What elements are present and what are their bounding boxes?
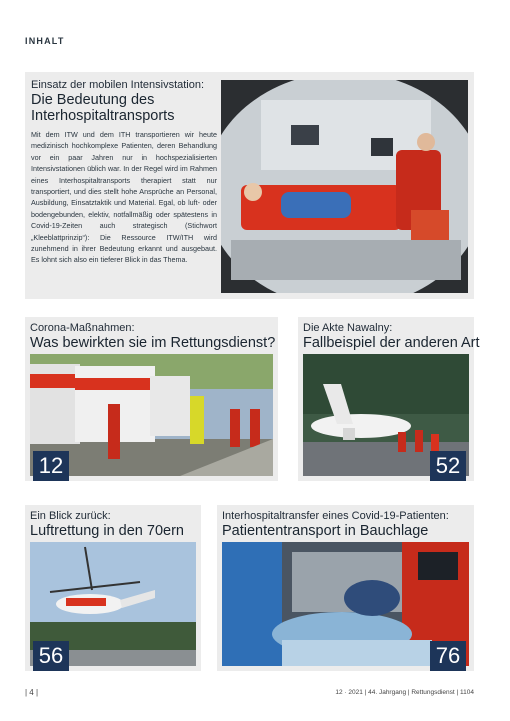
feature-kicker: Einsatz der mobilen Intensivstation: (31, 79, 205, 91)
section-label: INHALT (25, 36, 65, 46)
teaser-bauchlage[interactable] (217, 505, 474, 671)
feature-photo (221, 80, 468, 293)
feature-title-line1: Die Bedeutung des (31, 92, 155, 108)
teaser-corona[interactable] (25, 317, 278, 481)
teaser-luftrettung[interactable] (25, 505, 201, 671)
page-number-badge: 76 (430, 641, 466, 671)
feature-lead: Mit dem ITW und dem ITH transportieren wir heute medizinisch hochkomplexe Patienten, deren Behandlung vor ein paar Jahren nur in hochspezialisierten Intensivstationen üblich war. In der Regel wird im Rahmen eines Interhospitaltransports therapiert statt nur transportiert, und dies stellt hohe Ansprüche an Personal, Ausbildung, Einsatztaktik und Material. Egal, ob luft- oder bodengebunden, elektiv, notfallmäßig oder spätestens in Covid-19-Zeiten auch strategisch (Stichwort „Kleeblattprinzip“): Die Ressource ITW/ITH wird zunehmend in ihrer Bedeutung erkannt und ausgebaut. Es lohnt sich also ein tieferer Blick in das Thema. (31, 130, 217, 265)
teaser-title: Patiententransport in Bauchlage (222, 523, 429, 539)
feature-title-line2: Interhospitaltransports (31, 108, 175, 124)
footer-issue-info: 12 · 2021 | 44. Jahrgang | Rettungsdienst | 1104 (335, 689, 474, 696)
teaser-kicker: Interhospitaltransfer eines Covid-19-Patienten: (222, 510, 449, 522)
teaser-nawalny[interactable] (298, 317, 480, 481)
teaser-kicker: Ein Blick zurück: (30, 510, 111, 522)
feature-box[interactable] (25, 72, 474, 299)
teaser-title: Fallbeispiel der anderen Art (303, 335, 480, 351)
teaser-kicker: Die Akte Nawalny: (303, 322, 393, 334)
teaser-kicker: Corona-Maßnahmen: (30, 322, 135, 334)
footer-page-number: | 4 | (25, 688, 39, 697)
teaser-title: Luftrettung in den 70ern (30, 523, 184, 539)
page-number-badge: 56 (33, 641, 69, 671)
teaser-title: Was bewirkten sie im Rettungsdienst? (30, 335, 276, 351)
page-number-badge: 12 (33, 451, 69, 481)
page-number-badge: 52 (430, 451, 466, 481)
